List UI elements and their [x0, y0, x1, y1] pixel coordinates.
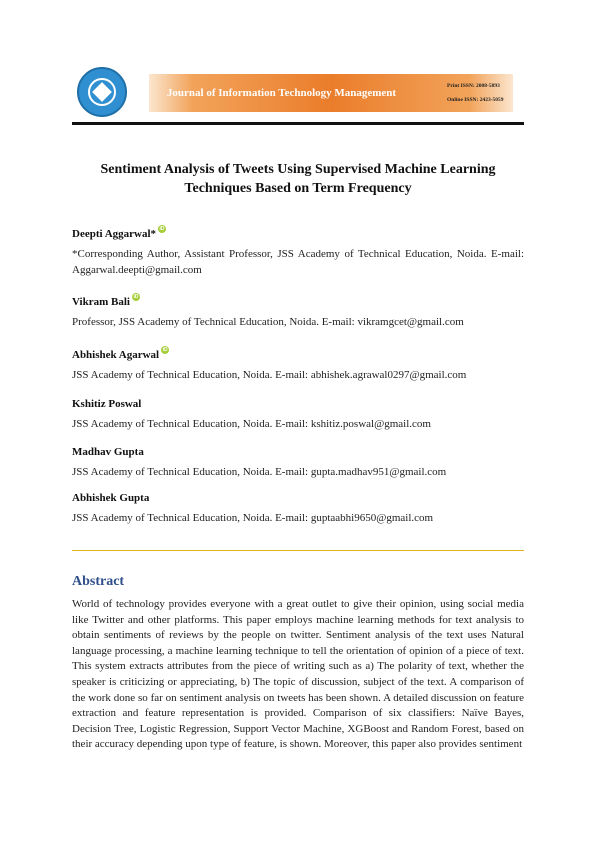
- author-name: Abhishek Agarwal: [72, 349, 160, 361]
- author-affiliation: JSS Academy of Technical Education, Noida. E-mail: abhishek.agrawal0297@gmail.com: [72, 369, 467, 381]
- orcid-icon[interactable]: iD: [159, 226, 165, 232]
- journal-header: [72, 66, 524, 124]
- print-issn: Print ISSN: 2008-5893: [447, 83, 500, 89]
- university-logo-icon: [77, 67, 127, 117]
- paper-title: Sentiment Analysis of Tweets Using Supervised Machine Learning Techniques Based on Term Frequency: [100, 162, 496, 196]
- author-affiliation: JSS Academy of Technical Education, Noida. E-mail: kshitiz.poswal@gmail.com: [72, 418, 431, 430]
- author-block: [72, 296, 524, 331]
- author-block: [72, 446, 524, 481]
- orcid-icon[interactable]: iD: [162, 347, 168, 353]
- online-issn: Online ISSN: 2423-5059: [447, 97, 504, 103]
- author-name: Abhishek Gupta: [72, 492, 150, 504]
- journal-name: Journal of Information Technology Management: [166, 87, 397, 99]
- abstract-heading: Abstract: [72, 574, 125, 589]
- author-block: [72, 398, 524, 433]
- author-affiliation: JSS Academy of Technical Education, Noida. E-mail: gupta.madhav951@gmail.com: [72, 466, 447, 478]
- author-name: Deepti Aggarwal*: [72, 228, 157, 240]
- orcid-icon[interactable]: iD: [133, 294, 139, 300]
- author-affiliation: JSS Academy of Technical Education, Noida. E-mail: guptaabhi9650@gmail.com: [72, 512, 434, 524]
- author-block: [72, 349, 524, 384]
- author-block: [72, 492, 524, 527]
- author-name: Kshitiz Poswal: [72, 398, 142, 410]
- author-affiliation: Professor, JSS Academy of Technical Education, Noida. E-mail: vikramgcet@gmail.com: [72, 316, 464, 328]
- header-rule: [72, 122, 524, 125]
- section-divider: [72, 550, 524, 551]
- author-name: Vikram Bali: [72, 296, 130, 308]
- author-affiliation: *Corresponding Author, Assistant Professor, JSS Academy of Technical Education, Noida. E-mail: Aggarwal.deepti@gmail.com: [72, 248, 524, 276]
- abstract-text: World of technology provides everyone with a great outlet to give their opinion, using social media like Twitter and other platforms. This paper employs machine learning methods for text analysis to obtain sentiments of reviews by the people on twitter. Sentiment analysis of the text uses Natural language processing, a machine learning technique to tell the orientation of opinion of a piece of text. This system extracts attributes from the piece of writing such as a) The polarity of text, whether the speaker is criticizing or appreciating, b) The topic of discussion, subject of the text. A comparison of the work done so far on sentiment analysis on tweets has been shown. A detailed discussion on feature extraction and feature representation is provided. Comparison of six classifiers: Naïve Bayes, Decision Tree, Logistic Regression, Support Vector Machine, XGBoost and Random Forest, based on their accuracy depending upon type of feature, is shown. Moreover, this paper also provides sentiment: [72, 598, 524, 751]
- author-name: Madhav Gupta: [72, 446, 144, 458]
- author-block: [72, 228, 524, 278]
